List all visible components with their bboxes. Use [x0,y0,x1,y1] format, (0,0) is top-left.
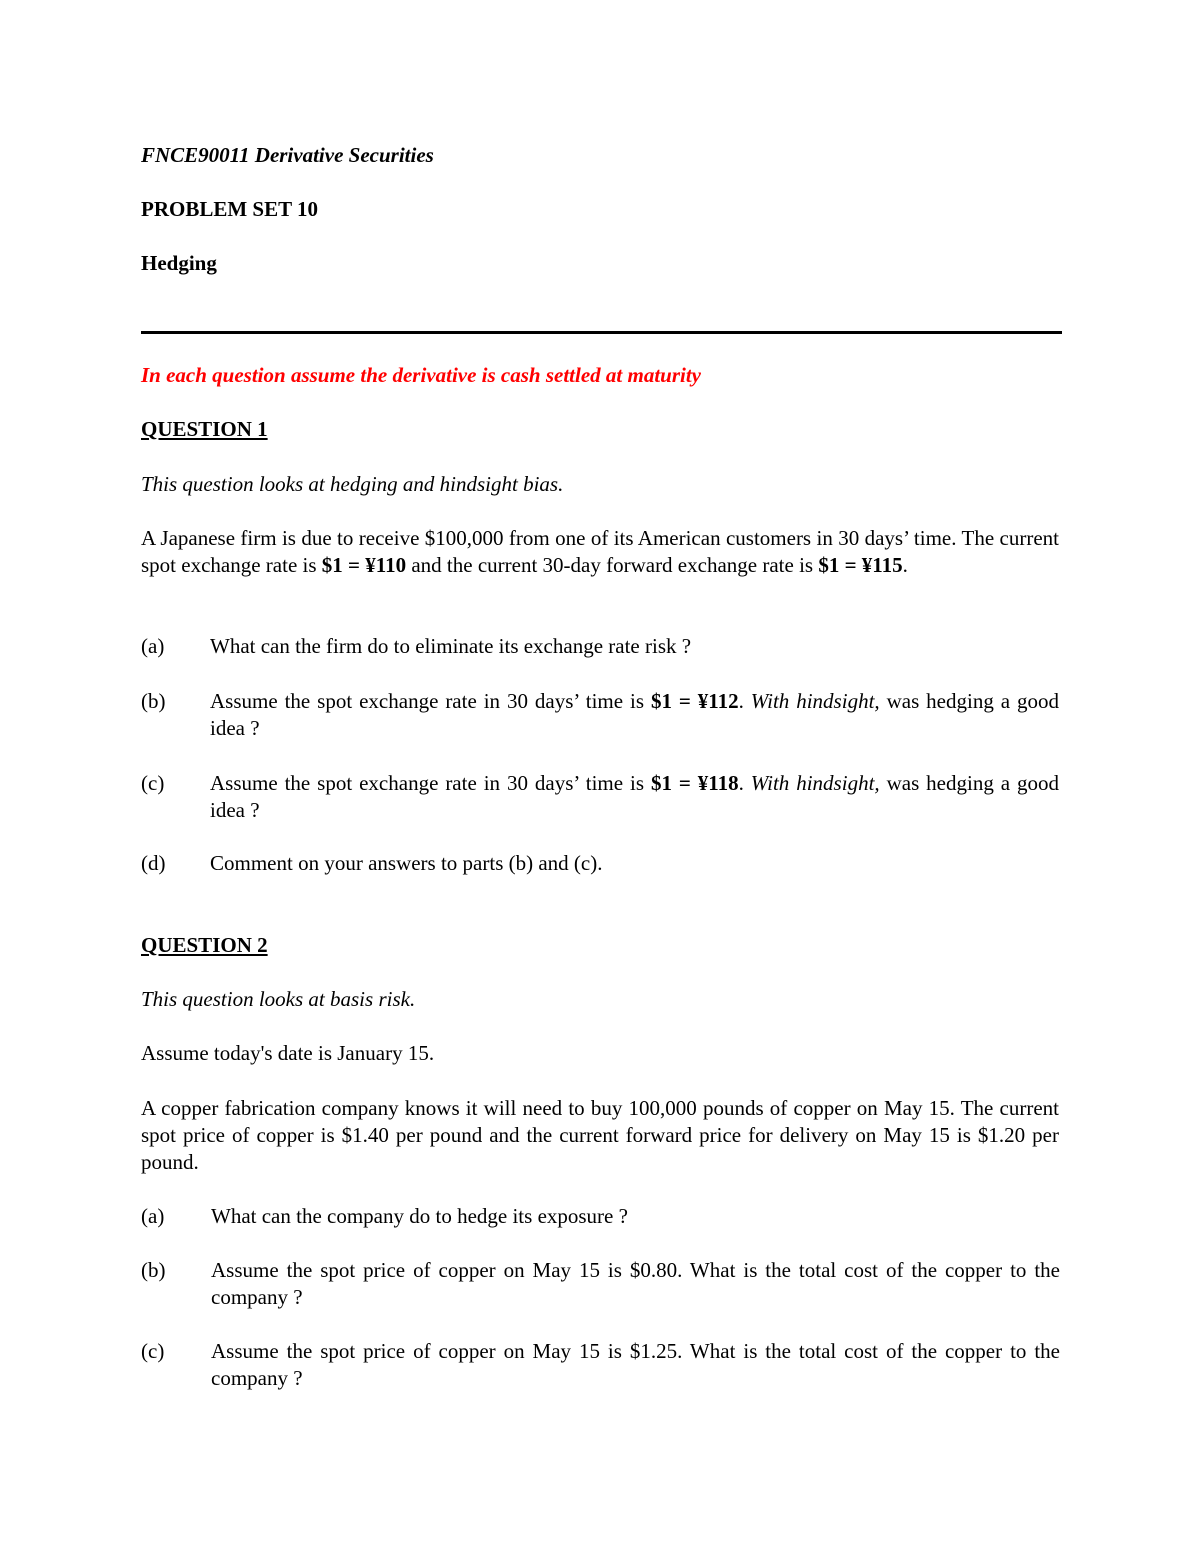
part-text [210,770,1059,824]
question-2-intro: This question looks at basis risk. [141,987,416,1011]
q1-text-part: . [902,553,908,577]
part-text-segment: . [738,771,751,795]
part-text-segment: was hedging a good idea ? [210,689,1059,740]
hindsight-phrase: With hindsight, [750,689,880,713]
part-label: (c) [141,771,165,795]
part-text: Assume the spot price of copper on May 15 is $0.80. What is the total cost of the copper to the company ? [211,1258,1060,1309]
part-label: (c) [141,1339,165,1363]
part-label: (d) [141,851,166,875]
part-text-segment: was hedging a good idea ? [210,771,1059,822]
question-2-date: Assume today's date is January 15. [141,1041,435,1065]
horizontal-divider [141,331,1062,334]
question-2-paragraph: A copper fabrication company knows it will need to buy 100,000 pounds of copper on May 15. The current spot price of copper is $1.40 per pound and the current forward price for delivery on May 15 is $1.20 per pound. [141,1096,1059,1174]
problem-set-title: PROBLEM SET 10 [141,197,318,221]
part-label: (a) [141,634,165,658]
part-text-segment: . [738,689,751,713]
hindsight-phrase: With hindsight, [750,771,880,795]
spot-rate: $1 = ¥110 [321,553,407,577]
question-1-intro: This question looks at hedging and hindsight bias. [141,472,564,496]
topic-title: Hedging [141,251,217,275]
future-spot-rate: $1 = ¥112 [650,689,739,713]
question-1-heading: QUESTION 1 [141,417,268,441]
q1-text-part: A Japanese firm is due to receive $100,000 from one of its American customers in 30 days’ time. The current spot exchange rate is [141,526,1059,577]
part-label: (a) [141,1204,165,1228]
q1-text-part: and the current 30-day forward exchange rate is [406,553,819,577]
course-title: FNCE90011 Derivative Securities [141,143,434,167]
part-text: What can the company do to hedge its exposure ? [211,1204,628,1228]
part-text-segment: Assume the spot exchange rate in 30 days’ time is [210,689,651,713]
settlement-notice: In each question assume the derivative is cash settled at maturity [141,363,702,387]
part-text [210,688,1059,742]
part-text-segment: Assume the spot exchange rate in 30 days’ time is [210,771,651,795]
forward-rate: $1 = ¥115 [818,553,903,577]
future-spot-rate: $1 = ¥118 [650,771,739,795]
question-1-paragraph [141,525,1059,579]
part-text: Assume the spot price of copper on May 15 is $1.25. What is the total cost of the copper to the company ? [211,1339,1060,1390]
question-2-heading: QUESTION 2 [141,933,268,957]
part-label: (b) [141,689,166,713]
part-label: (b) [141,1258,166,1282]
part-text: What can the firm do to eliminate its exchange rate risk ? [210,634,692,658]
part-text: Comment on your answers to parts (b) and (c). [210,851,603,875]
